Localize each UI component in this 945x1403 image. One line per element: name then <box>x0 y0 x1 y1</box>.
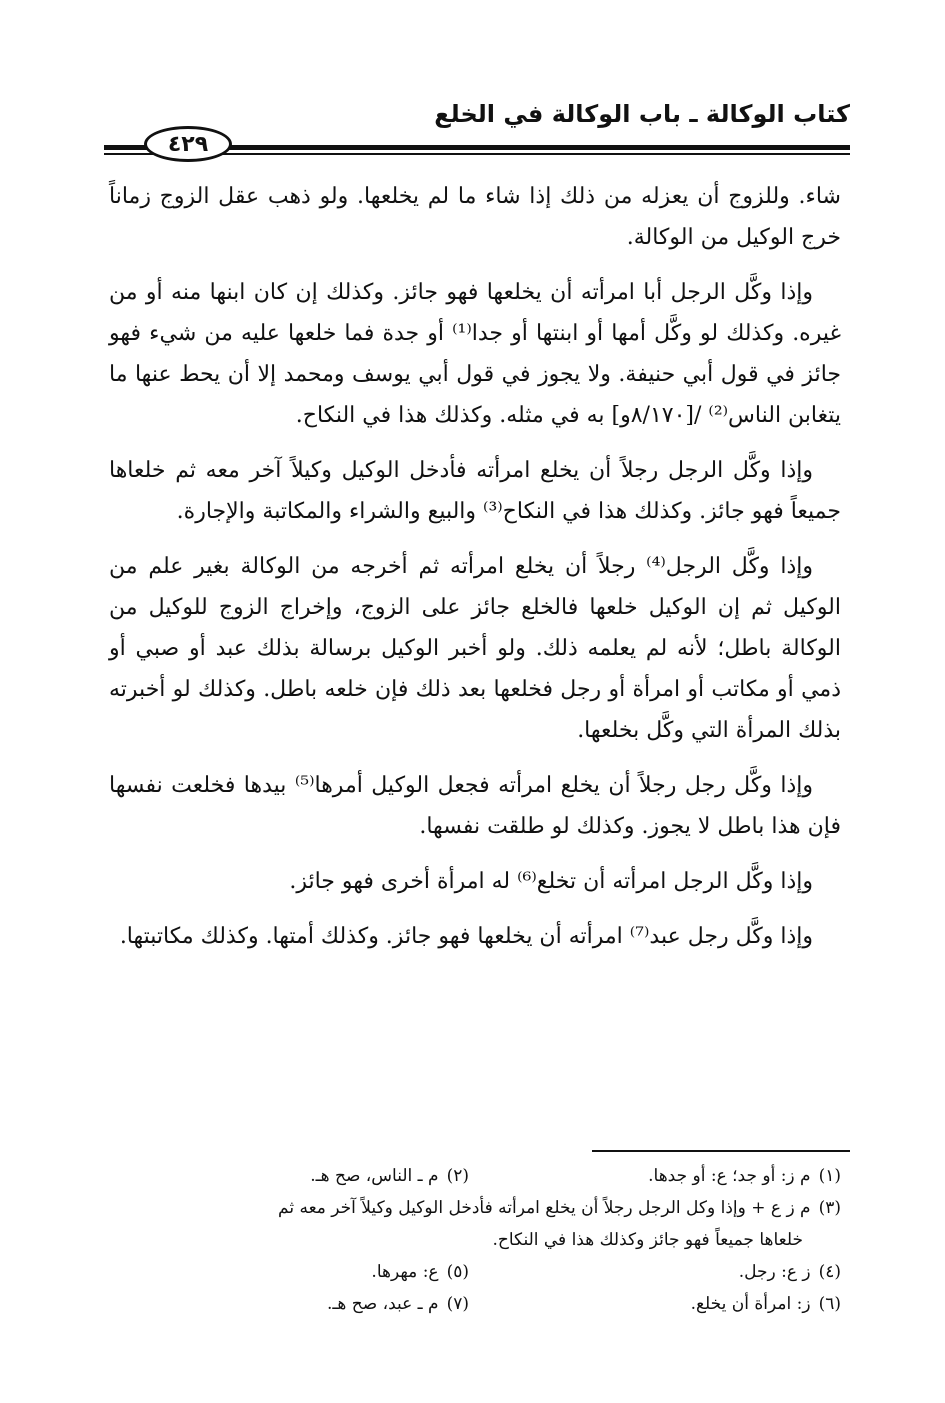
main-text <box>109 176 841 971</box>
footnote-number: (٣) <box>818 1198 841 1218</box>
footnote-text: م ـ الناس، صح هـ. <box>310 1166 439 1186</box>
paragraph: وإذا وكَّل الرجل امرأته أن تخلع⁽⁶⁾ له امرأة أخرى فهو جائز. <box>289 869 813 894</box>
footnote-continuation: خلعاها جميعاً فهو جائز وكذلك هذا في النكاح. <box>492 1230 803 1250</box>
footnote <box>97 1288 469 1320</box>
footnote-row <box>97 1224 841 1256</box>
footnote-number: (٧) <box>446 1294 469 1314</box>
paragraph: وإذا وكَّل الرجل أبا امرأته أن يخلعها فهو جائز. وكذلك إن كان ابنها منه أو من غيره. وكذلك لو وكَّل أمها أو ابنتها أو جدا⁽¹⁾ أو جدة فما خلعها عليه من شيء فهو جائز في قول أبي حنيفة. ولا يجوز في قول أبي يوسف ومحمد إلا أن يحط عنها ما يتغابن الناس⁽²⁾ /[٨/١٧٠و] به في مثله. وكذلك هذا في النكاح. <box>109 280 841 428</box>
page-header <box>104 100 850 156</box>
footnote <box>469 1288 841 1320</box>
footnote-row <box>97 1160 841 1192</box>
footnote-text: م ز ع + وإذا وكل الرجل رجلاً أن يخلع امرأته فأدخل الوكيل وكيلاً آخر معه ثم <box>278 1198 811 1218</box>
paragraph: وإذا وكَّل الرجل رجلاً أن يخلع امرأته فأدخل الوكيل وكيلاً آخر معه ثم خلعاها جميعاً فهو جائز. وكذلك هذا في النكاح⁽³⁾ والبيع والشراء والمكاتبة والإجارة. <box>109 458 841 524</box>
footnote <box>97 1256 469 1288</box>
paragraph: وإذا وكَّل رجل عبد⁽⁷⁾ امرأته أن يخلعها فهو جائز. وكذلك أمتها. وكذلك مكاتبتها. <box>119 924 813 949</box>
footnote-text: ز: امرأة أن يخلع. <box>690 1294 811 1314</box>
footnote-text: ع: مهرها. <box>371 1262 439 1282</box>
footnote <box>469 1160 841 1192</box>
footnote-row <box>97 1288 841 1320</box>
running-header-title: كتاب الوكالة ـ باب الوكالة في الخلع <box>434 100 850 128</box>
footnote-text: ز ع: رجل. <box>738 1262 811 1282</box>
footnote-separator <box>592 1150 850 1152</box>
footnote-number: (٦) <box>818 1294 841 1314</box>
footnote-text: م ـ عبد، صح هـ. <box>327 1294 439 1314</box>
footnote-text: م ز: أو جد؛ ع: أو جدها. <box>648 1166 811 1186</box>
footnote-number: (٢) <box>446 1166 469 1186</box>
paragraph: وإذا وكَّل رجل رجلاً أن يخلع امرأته فجعل الوكيل أمرها⁽⁵⁾ بيدها فخلعت نفسها فإن هذا باطل لا يجوز. وكذلك لو طلقت نفسها. <box>109 773 841 839</box>
footnotes <box>97 1160 841 1320</box>
footnote-row <box>97 1192 841 1224</box>
footnote <box>97 1160 469 1192</box>
footnote-row <box>97 1256 841 1288</box>
footnote <box>97 1192 841 1224</box>
footnote-number: (١) <box>818 1166 841 1186</box>
page-number: ٤٢٩ <box>144 126 232 162</box>
paragraph: وإذا وكَّل الرجل⁽⁴⁾ رجلاً أن يخلع امرأته ثم أخرجه من الوكالة بغير علم من الوكيل ثم إن الوكيل خلعها فالخلع جائز على الزوج، وإخراج الزوج للوكيل من الوكالة باطل؛ لأنه لم يعلمه ذلك. ولو أخبر الوكيل برسالة بذلك عبد أو صبي أو ذمي أو مكاتب أو امرأة أو رجل فخلعها بعد ذلك فإن خلعه باطل. وكذلك لو أخبرته بذلك المرأة التي وكَّل بخلعها. <box>109 554 841 743</box>
footnote <box>469 1256 841 1288</box>
footnote-number: (٥) <box>446 1262 469 1282</box>
footnote-number: (٤) <box>818 1262 841 1282</box>
paragraph: شاء. وللزوج أن يعزله من ذلك إذا شاء ما لم يخلعها. ولو ذهب عقل الزوج زماناً خرج الوكيل من الوكالة. <box>109 184 841 250</box>
